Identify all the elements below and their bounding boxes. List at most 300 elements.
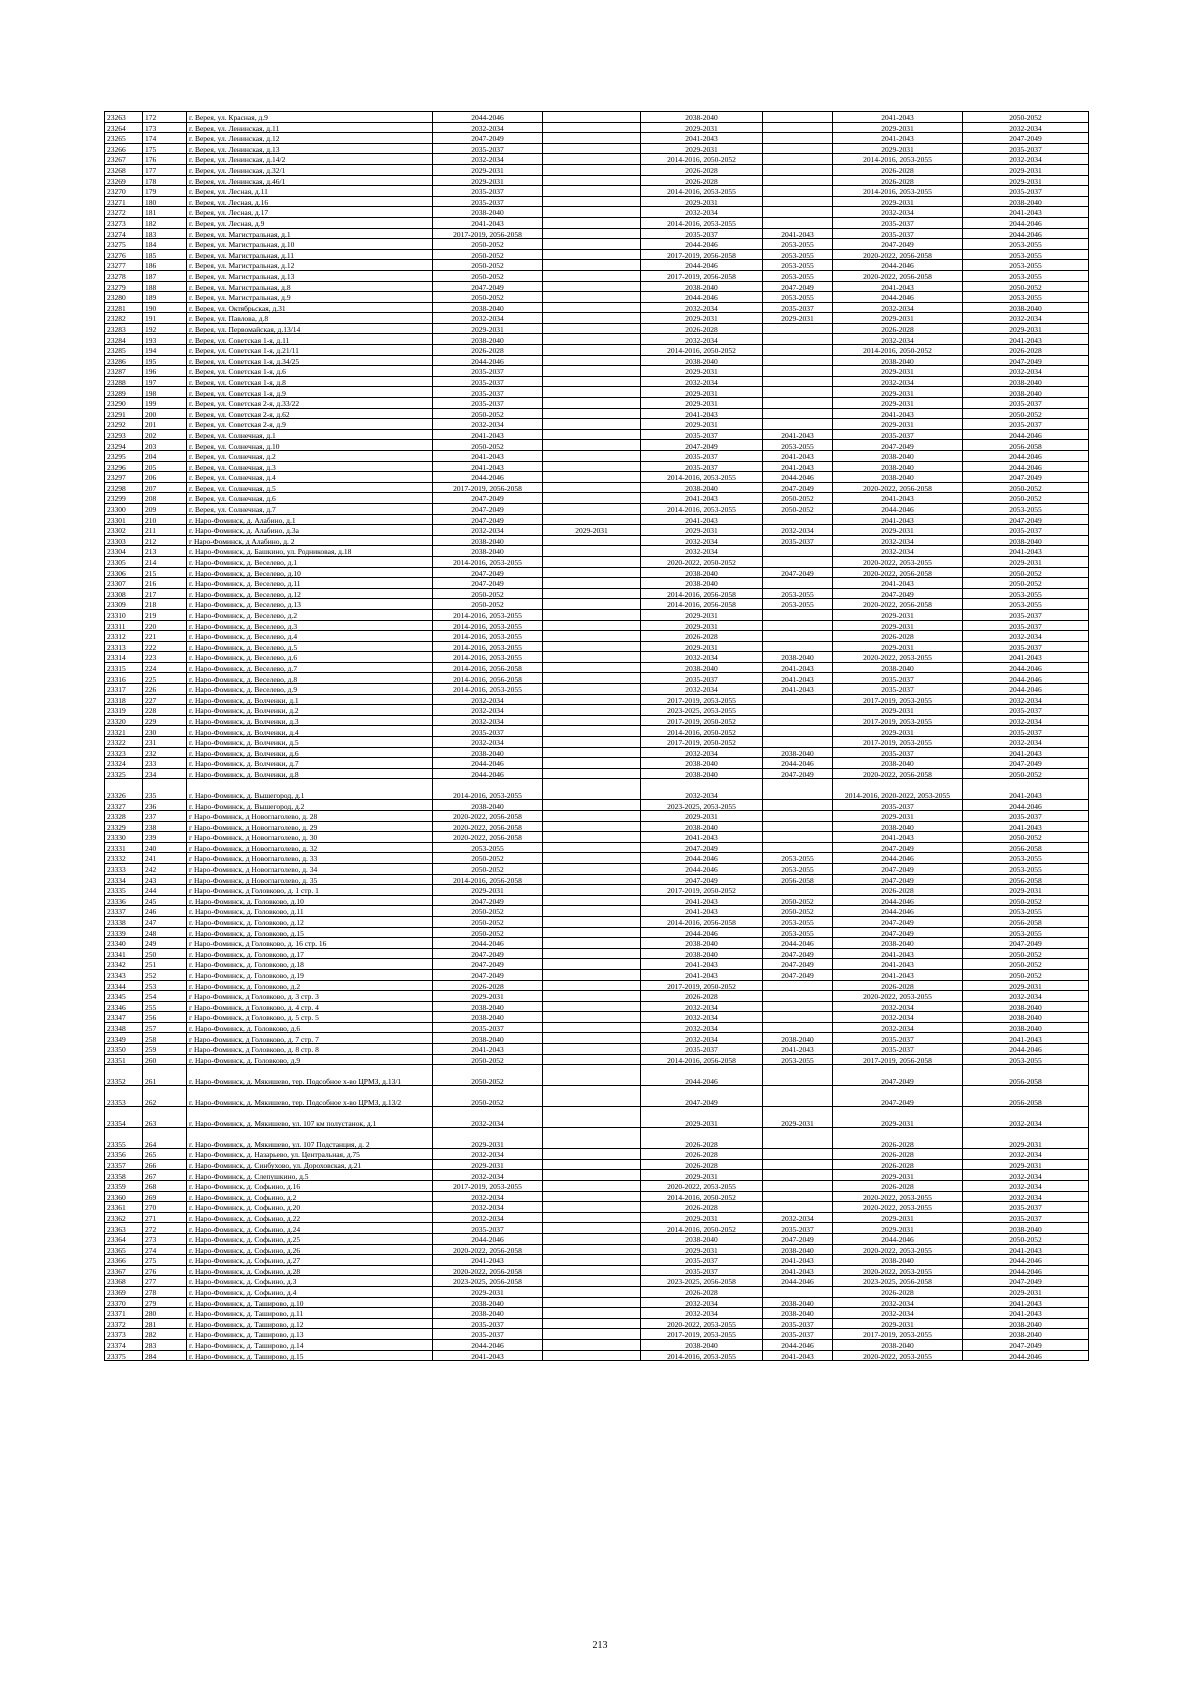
period-cell-3: 2044-2046 <box>641 863 763 874</box>
address-cell: г. Наро-Фоминск, д. Софьино, д.28 <box>187 1265 433 1276</box>
period-cell-1: 2050-2052 <box>433 906 543 917</box>
period-cell-6: 2053-2055 <box>963 503 1089 514</box>
period-cell-4: 2047-2049 <box>763 768 833 779</box>
period-cell-2 <box>543 514 641 525</box>
period-cell-2 <box>543 1212 641 1223</box>
period-cell-3: 2029-2031 <box>641 620 763 631</box>
table-row <box>105 832 1089 843</box>
address-cell: г. Верея, ул. Ленинская, д.46/1 <box>187 175 433 186</box>
period-cell-4 <box>763 811 833 822</box>
record-id-cell: 23359 <box>105 1181 143 1192</box>
period-cell-4: 2053-2055 <box>763 1054 833 1065</box>
period-cell-2 <box>543 1033 641 1044</box>
table-row <box>105 1159 1089 1170</box>
period-cell-4 <box>763 609 833 620</box>
table-row <box>105 1350 1089 1361</box>
row-number-cell: 255 <box>143 1001 187 1012</box>
period-cell-1: 2047-2049 <box>433 578 543 589</box>
record-id-cell: 23331 <box>105 842 143 853</box>
record-id-cell: 23271 <box>105 196 143 207</box>
row-number-cell: 177 <box>143 164 187 175</box>
period-cell-6: 2041-2043 <box>963 779 1089 800</box>
period-cell-3: 2032-2034 <box>641 535 763 546</box>
record-id-cell: 23267 <box>105 154 143 165</box>
period-cell-4 <box>763 355 833 366</box>
row-number-cell: 208 <box>143 493 187 504</box>
period-cell-2 <box>543 133 641 144</box>
period-cell-4 <box>763 1149 833 1160</box>
address-cell: г. Наро-Фоминск, д. Волченки, д.4 <box>187 726 433 737</box>
record-id-cell: 23280 <box>105 292 143 303</box>
period-cell-6: 2038-2040 <box>963 535 1089 546</box>
row-number-cell: 232 <box>143 747 187 758</box>
address-cell: г. Верея, ул. Магистральная, д.11 <box>187 249 433 260</box>
record-id-cell: 23374 <box>105 1339 143 1350</box>
table-row <box>105 408 1089 419</box>
record-id-cell: 23298 <box>105 482 143 493</box>
period-cell-4: 2041-2043 <box>763 662 833 673</box>
period-cell-5: 2041-2043 <box>833 959 963 970</box>
period-cell-3: 2014-2016, 2050-2052 <box>641 154 763 165</box>
table-row <box>105 980 1089 991</box>
row-number-cell: 249 <box>143 938 187 949</box>
record-id-cell: 23303 <box>105 535 143 546</box>
address-cell: г Наро-Фоминск, д Новоглаголево, д. 30 <box>187 832 433 843</box>
period-cell-5: 2041-2043 <box>833 514 963 525</box>
record-id-cell: 23318 <box>105 694 143 705</box>
period-cell-6: 2032-2034 <box>963 694 1089 705</box>
period-cell-5: 2032-2034 <box>833 334 963 345</box>
period-cell-1: 2053-2055 <box>433 842 543 853</box>
address-cell: г. Наро-Фоминск, д. Головково, д.6 <box>187 1022 433 1033</box>
record-id-cell: 23371 <box>105 1308 143 1319</box>
period-cell-2 <box>543 863 641 874</box>
address-cell: г. Верея, ул. Магистральная, д.12 <box>187 260 433 271</box>
period-cell-5: 2020-2022, 2053-2055 <box>833 1265 963 1276</box>
period-cell-3: 2014-2016, 2050-2052 <box>641 1223 763 1234</box>
record-id-cell: 23277 <box>105 260 143 271</box>
row-number-cell: 267 <box>143 1170 187 1181</box>
record-id-cell: 23305 <box>105 556 143 567</box>
period-cell-1: 2035-2037 <box>433 366 543 377</box>
period-cell-5: 2041-2043 <box>833 133 963 144</box>
row-number-cell: 283 <box>143 1339 187 1350</box>
period-cell-6: 2056-2058 <box>963 1065 1089 1086</box>
record-id-cell: 23265 <box>105 133 143 144</box>
row-number-cell: 202 <box>143 429 187 440</box>
period-cell-2 <box>543 821 641 832</box>
row-number-cell: 225 <box>143 673 187 684</box>
period-cell-3: 2029-2031 <box>641 1107 763 1128</box>
period-cell-3: 2014-2016, 2053-2055 <box>641 1350 763 1361</box>
table-row <box>105 1086 1089 1107</box>
period-cell-6: 2053-2055 <box>963 588 1089 599</box>
row-number-cell: 265 <box>143 1149 187 1160</box>
address-cell: г. Верея, ул. Советская 2-я, д.33/22 <box>187 398 433 409</box>
row-number-cell: 262 <box>143 1086 187 1107</box>
record-id-cell: 23286 <box>105 355 143 366</box>
table-row <box>105 1223 1089 1234</box>
period-cell-3: 2038-2040 <box>641 567 763 578</box>
period-cell-2 <box>543 959 641 970</box>
period-cell-2 <box>543 578 641 589</box>
period-cell-4: 2047-2049 <box>763 281 833 292</box>
period-cell-6: 2053-2055 <box>963 1054 1089 1065</box>
record-id-cell: 23345 <box>105 991 143 1002</box>
table-row <box>105 1255 1089 1266</box>
period-cell-1: 2014-2016, 2053-2055 <box>433 641 543 652</box>
period-cell-3: 2032-2034 <box>641 1297 763 1308</box>
period-cell-4 <box>763 323 833 334</box>
period-cell-6: 2053-2055 <box>963 270 1089 281</box>
period-cell-6: 2050-2052 <box>963 482 1089 493</box>
period-cell-1: 2044-2046 <box>433 112 543 123</box>
row-number-cell: 216 <box>143 578 187 589</box>
table-row <box>105 578 1089 589</box>
period-cell-1: 2047-2049 <box>433 503 543 514</box>
row-number-cell: 181 <box>143 207 187 218</box>
record-id-cell: 23300 <box>105 503 143 514</box>
table-row <box>105 398 1089 409</box>
row-number-cell: 183 <box>143 228 187 239</box>
period-cell-6: 2032-2034 <box>963 122 1089 133</box>
period-cell-2 <box>543 281 641 292</box>
record-id-cell: 23279 <box>105 281 143 292</box>
period-cell-1: 2029-2031 <box>433 1286 543 1297</box>
period-cell-3: 2035-2037 <box>641 1255 763 1266</box>
period-cell-4: 2047-2049 <box>763 482 833 493</box>
period-cell-4 <box>763 620 833 631</box>
record-id-cell: 23314 <box>105 652 143 663</box>
address-cell: г Наро-Фоминск, д Новоглаголево, д. 28 <box>187 811 433 822</box>
period-cell-4 <box>763 578 833 589</box>
table-row <box>105 1191 1089 1202</box>
period-cell-4: 2041-2043 <box>763 1044 833 1055</box>
period-cell-1: 2032-2034 <box>433 1149 543 1160</box>
period-cell-6: 2035-2037 <box>963 811 1089 822</box>
period-cell-1: 2035-2037 <box>433 1318 543 1329</box>
period-cell-2 <box>543 927 641 938</box>
address-cell: г. Верея, ул. Советская 2-я, д.9 <box>187 419 433 430</box>
period-cell-2 <box>543 228 641 239</box>
period-cell-1: 2020-2022, 2056-2058 <box>433 832 543 843</box>
period-cell-4 <box>763 1086 833 1107</box>
period-cell-3: 2023-2025, 2053-2055 <box>641 800 763 811</box>
address-cell: г. Наро-Фоминск, д. Алабино, д.1 <box>187 514 433 525</box>
period-cell-6: 2044-2046 <box>963 684 1089 695</box>
row-number-cell: 275 <box>143 1255 187 1266</box>
period-cell-4 <box>763 217 833 228</box>
period-cell-3: 2029-2031 <box>641 525 763 536</box>
row-number-cell: 187 <box>143 270 187 281</box>
period-cell-5: 2029-2031 <box>833 1223 963 1234</box>
period-cell-2 <box>543 1128 641 1149</box>
record-id-cell: 23343 <box>105 969 143 980</box>
period-cell-6: 2044-2046 <box>963 1350 1089 1361</box>
period-cell-5: 2020-2022, 2056-2058 <box>833 270 963 281</box>
period-cell-5: 2038-2040 <box>833 451 963 462</box>
period-cell-3: 2017-2019, 2050-2052 <box>641 715 763 726</box>
table-row <box>105 175 1089 186</box>
row-number-cell: 189 <box>143 292 187 303</box>
period-cell-1: 2032-2034 <box>433 525 543 536</box>
record-id-cell: 23354 <box>105 1107 143 1128</box>
period-cell-1: 2014-2016, 2053-2055 <box>433 652 543 663</box>
row-number-cell: 199 <box>143 398 187 409</box>
period-cell-3: 2014-2016, 2050-2052 <box>641 345 763 356</box>
period-cell-4: 2032-2034 <box>763 525 833 536</box>
period-cell-6: 2032-2034 <box>963 1181 1089 1192</box>
period-cell-4: 2038-2040 <box>763 1033 833 1044</box>
address-cell: г. Наро-Фоминск, д. Головково, д.19 <box>187 969 433 980</box>
period-cell-6: 2038-2040 <box>963 302 1089 313</box>
period-cell-6: 2029-2031 <box>963 885 1089 896</box>
table-row <box>105 313 1089 324</box>
period-cell-5: 2014-2016, 2020-2022, 2053-2055 <box>833 779 963 800</box>
period-cell-6: 2038-2040 <box>963 1318 1089 1329</box>
period-cell-4 <box>763 1202 833 1213</box>
period-cell-4: 2041-2043 <box>763 673 833 684</box>
period-cell-1: 2050-2052 <box>433 927 543 938</box>
period-cell-6: 2032-2034 <box>963 1170 1089 1181</box>
row-number-cell: 284 <box>143 1350 187 1361</box>
table-row <box>105 482 1089 493</box>
record-id-cell: 23315 <box>105 662 143 673</box>
period-cell-5: 2032-2034 <box>833 535 963 546</box>
row-number-cell: 252 <box>143 969 187 980</box>
period-cell-4: 2041-2043 <box>763 461 833 472</box>
table-row <box>105 588 1089 599</box>
period-cell-1: 2032-2034 <box>433 419 543 430</box>
period-cell-5: 2026-2028 <box>833 1149 963 1160</box>
table-row <box>105 1212 1089 1223</box>
period-cell-5: 2020-2022, 2053-2055 <box>833 652 963 663</box>
table-row <box>105 991 1089 1002</box>
period-cell-4: 2041-2043 <box>763 228 833 239</box>
period-cell-1: 2050-2052 <box>433 863 543 874</box>
period-cell-6: 2029-2031 <box>963 1286 1089 1297</box>
period-cell-3: 2029-2031 <box>641 398 763 409</box>
period-cell-3: 2032-2034 <box>641 546 763 557</box>
table-row <box>105 1022 1089 1033</box>
table-row <box>105 112 1089 123</box>
row-number-cell: 239 <box>143 832 187 843</box>
period-cell-5: 2020-2022, 2056-2058 <box>833 482 963 493</box>
period-cell-5: 2035-2037 <box>833 684 963 695</box>
period-cell-1: 2032-2034 <box>433 154 543 165</box>
table-row <box>105 874 1089 885</box>
period-cell-5: 2029-2031 <box>833 811 963 822</box>
period-cell-5: 2032-2034 <box>833 1308 963 1319</box>
period-cell-2 <box>543 207 641 218</box>
period-cell-5: 2026-2028 <box>833 1286 963 1297</box>
row-number-cell: 241 <box>143 853 187 864</box>
row-number-cell: 240 <box>143 842 187 853</box>
address-cell: г. Наро-Фоминск, д. Софьино, д.16 <box>187 1181 433 1192</box>
period-cell-1: 2038-2040 <box>433 747 543 758</box>
period-cell-1: 2032-2034 <box>433 1107 543 1128</box>
period-cell-3: 2038-2040 <box>641 948 763 959</box>
period-cell-4: 2053-2055 <box>763 599 833 610</box>
record-id-cell: 23336 <box>105 895 143 906</box>
period-cell-4: 2041-2043 <box>763 1350 833 1361</box>
period-cell-3: 2029-2031 <box>641 122 763 133</box>
period-cell-6: 2035-2037 <box>963 705 1089 716</box>
period-cell-3: 2044-2046 <box>641 927 763 938</box>
period-cell-1: 2035-2037 <box>433 196 543 207</box>
period-cell-4 <box>763 779 833 800</box>
period-cell-1: 2050-2052 <box>433 260 543 271</box>
period-cell-2 <box>543 313 641 324</box>
period-cell-3: 2029-2031 <box>641 419 763 430</box>
period-cell-1: 2047-2049 <box>433 969 543 980</box>
period-cell-3: 2038-2040 <box>641 1234 763 1245</box>
period-cell-1: 2035-2037 <box>433 387 543 398</box>
period-cell-4: 2035-2037 <box>763 302 833 313</box>
period-cell-3: 2026-2028 <box>641 991 763 1002</box>
period-cell-4: 2041-2043 <box>763 684 833 695</box>
period-cell-2 <box>543 408 641 419</box>
period-cell-2 <box>543 620 641 631</box>
period-cell-1: 2047-2049 <box>433 948 543 959</box>
record-id-cell: 23361 <box>105 1202 143 1213</box>
row-number-cell: 178 <box>143 175 187 186</box>
address-cell: г. Наро-Фоминск, д. Волченки, д.3 <box>187 715 433 726</box>
period-cell-4: 2038-2040 <box>763 1308 833 1319</box>
period-cell-4 <box>763 112 833 123</box>
period-cell-2 <box>543 196 641 207</box>
table-row <box>105 885 1089 896</box>
period-cell-4 <box>763 376 833 387</box>
record-id-cell: 23272 <box>105 207 143 218</box>
period-cell-2 <box>543 969 641 980</box>
period-cell-6: 2041-2043 <box>963 207 1089 218</box>
table-row <box>105 323 1089 334</box>
address-cell: г. Наро-Фоминск, д. Мякишево, тер. Подсобное х-во ЦРМЗ, д.13/2 <box>187 1086 433 1107</box>
period-cell-3: 2032-2034 <box>641 302 763 313</box>
period-cell-1: 2014-2016, 2053-2055 <box>433 631 543 642</box>
period-cell-2 <box>543 1022 641 1033</box>
address-cell: г. Наро-Фоминск, д. Мякишево, ул. 107 км полустанок, д.1 <box>187 1107 433 1128</box>
period-cell-2 <box>543 345 641 356</box>
address-cell: г. Наро-Фоминск, д. Софьино, д.27 <box>187 1255 433 1266</box>
address-cell: г. Верея, ул. Первомайская, д.13/14 <box>187 323 433 334</box>
period-cell-1: 2035-2037 <box>433 1329 543 1340</box>
record-id-cell: 23292 <box>105 419 143 430</box>
record-id-cell: 23364 <box>105 1234 143 1245</box>
period-cell-4 <box>763 1128 833 1149</box>
record-id-cell: 23283 <box>105 323 143 334</box>
period-cell-1: 2032-2034 <box>433 694 543 705</box>
row-number-cell: 219 <box>143 609 187 620</box>
period-cell-2 <box>543 779 641 800</box>
period-cell-3: 2023-2025, 2053-2055 <box>641 705 763 716</box>
record-id-cell: 23269 <box>105 175 143 186</box>
address-cell: г Наро-Фоминск, д Головково, д. 7 стр. 7 <box>187 1033 433 1044</box>
period-cell-5: 2029-2031 <box>833 1170 963 1181</box>
row-number-cell: 224 <box>143 662 187 673</box>
address-cell: г. Верея, ул. Солнечная, д.2 <box>187 451 433 462</box>
period-cell-3: 2029-2031 <box>641 811 763 822</box>
record-id-cell: 23291 <box>105 408 143 419</box>
period-cell-6: 2041-2043 <box>963 821 1089 832</box>
period-cell-1: 2035-2037 <box>433 143 543 154</box>
period-cell-1: 2014-2016, 2056-2058 <box>433 673 543 684</box>
table-row <box>105 355 1089 366</box>
period-cell-5: 2041-2043 <box>833 112 963 123</box>
period-cell-6: 2047-2049 <box>963 758 1089 769</box>
address-cell: г. Верея, ул. Солнечная, д.5 <box>187 482 433 493</box>
period-cell-3: 2032-2034 <box>641 684 763 695</box>
period-cell-3: 2032-2034 <box>641 207 763 218</box>
period-cell-1: 2020-2022, 2056-2058 <box>433 821 543 832</box>
period-cell-2 <box>543 1339 641 1350</box>
period-cell-6: 2029-2031 <box>963 323 1089 334</box>
period-cell-5: 2014-2016, 2053-2055 <box>833 154 963 165</box>
period-cell-3: 2041-2043 <box>641 514 763 525</box>
period-cell-6: 2050-2052 <box>963 895 1089 906</box>
address-cell: г. Наро-Фоминск, д. Головково, д.12 <box>187 916 433 927</box>
row-number-cell: 242 <box>143 863 187 874</box>
record-id-cell: 23365 <box>105 1244 143 1255</box>
address-cell: г. Наро-Фоминск, д. Веселево, д.11 <box>187 578 433 589</box>
table-row <box>105 800 1089 811</box>
period-cell-5: 2026-2028 <box>833 1159 963 1170</box>
row-number-cell: 198 <box>143 387 187 398</box>
period-cell-4: 2050-2052 <box>763 493 833 504</box>
period-cell-1: 2041-2043 <box>433 451 543 462</box>
period-cell-5: 2020-2022, 2056-2058 <box>833 599 963 610</box>
table-row <box>105 249 1089 260</box>
period-cell-3: 2035-2037 <box>641 228 763 239</box>
address-cell: г. Наро-Фоминск, д. Веселево, д.10 <box>187 567 433 578</box>
table-row <box>105 916 1089 927</box>
period-cell-5: 2029-2031 <box>833 726 963 737</box>
period-cell-5: 2044-2046 <box>833 503 963 514</box>
period-cell-5: 2020-2022, 2056-2058 <box>833 249 963 260</box>
address-cell: г. Верея, ул. Солнечная, д.6 <box>187 493 433 504</box>
period-cell-3: 2014-2016, 2053-2055 <box>641 472 763 483</box>
period-cell-4: 2053-2055 <box>763 916 833 927</box>
period-cell-3: 2044-2046 <box>641 853 763 864</box>
address-cell: г. Верея, ул. Магистральная, д.9 <box>187 292 433 303</box>
record-id-cell: 23322 <box>105 737 143 748</box>
period-cell-6: 2035-2037 <box>963 419 1089 430</box>
record-id-cell: 23296 <box>105 461 143 472</box>
period-cell-5: 2029-2031 <box>833 641 963 652</box>
period-cell-1: 2038-2040 <box>433 1001 543 1012</box>
record-id-cell: 23363 <box>105 1223 143 1234</box>
period-cell-3: 2038-2040 <box>641 758 763 769</box>
period-cell-1: 2047-2049 <box>433 959 543 970</box>
period-cell-5: 2029-2031 <box>833 143 963 154</box>
period-cell-5: 2020-2022, 2053-2055 <box>833 1244 963 1255</box>
period-cell-3: 2029-2031 <box>641 1212 763 1223</box>
row-number-cell: 230 <box>143 726 187 737</box>
period-cell-2 <box>543 1329 641 1340</box>
address-cell: г. Наро-Фоминск, д. Веселево, д.12 <box>187 588 433 599</box>
table-row <box>105 620 1089 631</box>
period-cell-3: 2029-2031 <box>641 1244 763 1255</box>
record-id-cell: 23299 <box>105 493 143 504</box>
address-cell: г. Наро-Фоминск, д. Волченки, д.6 <box>187 747 433 758</box>
period-cell-5: 2032-2034 <box>833 207 963 218</box>
period-cell-3: 2044-2046 <box>641 292 763 303</box>
period-cell-1: 2038-2040 <box>433 800 543 811</box>
period-cell-5: 2029-2031 <box>833 1107 963 1128</box>
table-row <box>105 853 1089 864</box>
period-cell-3: 2014-2016, 2050-2052 <box>641 1191 763 1202</box>
